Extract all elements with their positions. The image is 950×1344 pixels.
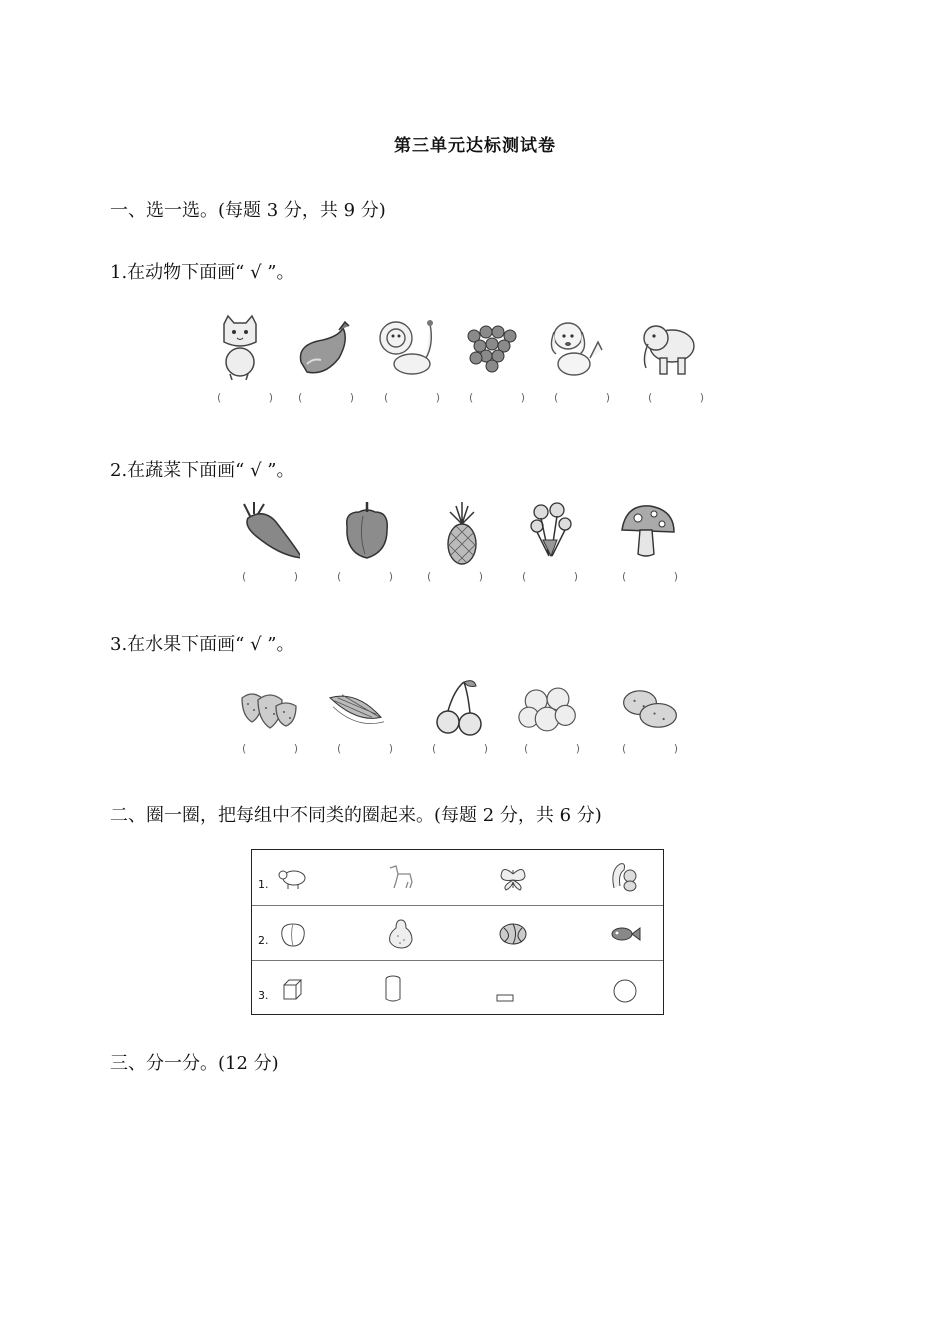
q2-prompt: 2.在蔬菜下面画“ √ ”。 <box>110 460 295 481</box>
q1-answer-3[interactable]: ( ) <box>384 391 440 404</box>
squirrel-icon[interactable] <box>608 860 642 894</box>
q2-answer-2[interactable]: ( ) <box>337 570 393 583</box>
q2-answer-3[interactable]: ( ) <box>427 570 483 583</box>
apple-icon <box>518 676 578 742</box>
q3-answer-5[interactable]: ( ) <box>622 742 678 755</box>
q3-answer-3[interactable]: ( ) <box>432 742 488 755</box>
eggplant-icon <box>293 314 353 380</box>
q1-answer-2[interactable]: ( ) <box>298 391 354 404</box>
q3-answer-1[interactable]: ( ) <box>242 742 298 755</box>
pineapple-icon <box>432 500 492 566</box>
row-label: 2. <box>258 934 269 947</box>
rectangle-icon[interactable] <box>492 971 526 1005</box>
q3-prompt: 3.在水果下面画“ √ ”。 <box>110 634 295 655</box>
q1-prompt: 1.在动物下面画“ √ ”。 <box>110 262 295 283</box>
row-label: 3. <box>258 989 269 1002</box>
carrot-icon <box>240 500 300 566</box>
q3-answer-4[interactable]: ( ) <box>524 742 580 755</box>
pear-icon[interactable] <box>384 916 418 950</box>
watermelon-icon[interactable] <box>496 916 530 950</box>
table-row <box>252 960 663 1016</box>
table-row <box>252 850 663 905</box>
butterfly-icon[interactable] <box>496 860 530 894</box>
q1-answer-6[interactable]: ( ) <box>648 391 704 404</box>
potato-icon <box>620 676 680 742</box>
strawberry-icon <box>238 676 298 742</box>
cylinder-icon[interactable] <box>376 971 410 1005</box>
horse-icon[interactable] <box>384 860 418 894</box>
cube-icon[interactable] <box>276 971 310 1005</box>
cherry-icon <box>430 676 490 742</box>
elephant-icon <box>638 314 698 380</box>
q2-answer-5[interactable]: ( ) <box>622 570 678 583</box>
table-row <box>252 905 663 961</box>
q1-answer-1[interactable]: ( ) <box>217 391 273 404</box>
corn-icon <box>327 676 387 742</box>
fish-icon[interactable] <box>608 916 642 950</box>
page-title: 第三单元达标测试卷 <box>394 136 556 156</box>
mushroom-icon <box>616 500 676 566</box>
peach-icon[interactable] <box>276 916 310 950</box>
q3-answer-2[interactable]: ( ) <box>337 742 393 755</box>
dog-icon <box>546 314 606 380</box>
q2-answer-1[interactable]: ( ) <box>242 570 298 583</box>
q1-answer-5[interactable]: ( ) <box>554 391 610 404</box>
section3-heading: 三、分一分。(12 分) <box>110 1053 279 1074</box>
classification-table <box>251 849 664 1015</box>
sheep-icon[interactable] <box>276 860 310 894</box>
q2-answer-4[interactable]: ( ) <box>522 570 578 583</box>
lion-icon <box>376 314 436 380</box>
cat-icon <box>210 314 270 380</box>
pepper-icon <box>337 500 397 566</box>
q1-answer-4[interactable]: ( ) <box>469 391 525 404</box>
row-label: 1. <box>258 878 269 891</box>
section2-heading: 二、圈一圈，把每组中不同类的圈起来。(每题 2 分，共 6 分) <box>110 805 602 826</box>
grapes-icon <box>462 314 522 380</box>
section1-heading: 一、选一选。(每题 3 分，共 9 分) <box>110 200 386 221</box>
circle-icon[interactable] <box>608 971 642 1005</box>
flowers-icon <box>521 500 581 566</box>
